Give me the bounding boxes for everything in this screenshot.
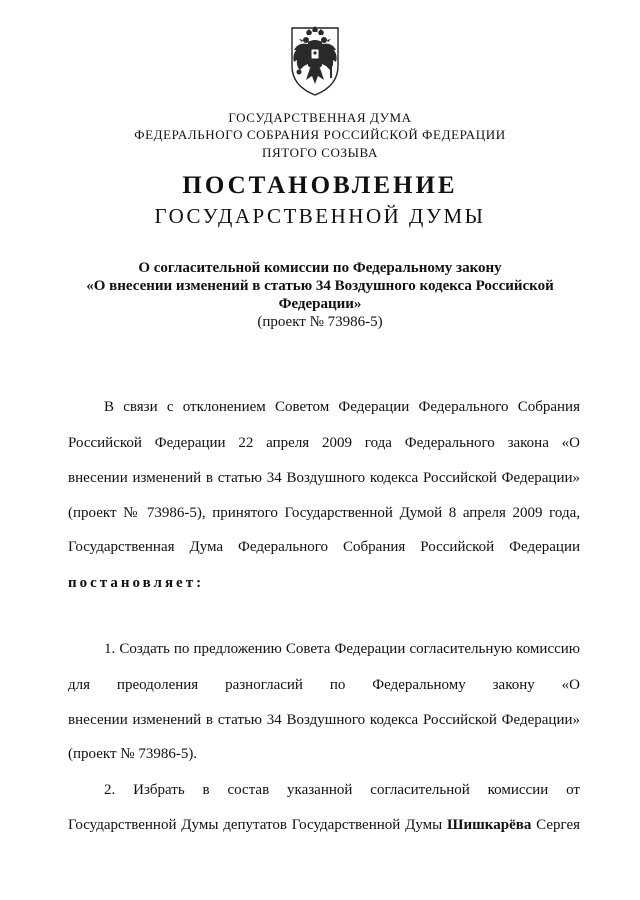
header-line-3: ПЯТОГО СОЗЫВА — [262, 145, 378, 160]
item-1-line-2: для преодоления разногласий по Федеральному закону «О — [68, 677, 580, 693]
item-2-line-2 — [68, 816, 580, 834]
item-2-text-post: Сергея — [531, 817, 581, 833]
document-title: ПОСТАНОВЛЕНИЕ — [182, 172, 458, 199]
paragraph-1-line-5: Государственная Дума Федерального Собрания Российской Федерации — [68, 539, 580, 555]
coat-of-arms-emblem — [282, 22, 348, 98]
subject-project-number: (проект № 73986-5) — [257, 314, 383, 330]
double-headed-eagle-icon — [282, 22, 348, 98]
item-2-text-pre: Государственной Думы депутатов Государственной Думы — [68, 817, 448, 833]
header-line-2: ФЕДЕРАЛЬНОГО СОБРАНИЯ РОССИЙСКОЙ ФЕДЕРАЦИИ — [134, 127, 506, 142]
deputy-surname: Шишкарёва — [447, 817, 532, 833]
paragraph-1-line-1: В связи с отклонением Советом Федерации Федерального Собрания — [104, 399, 580, 415]
paragraph-1-line-2: Российской Федерации 22 апреля 2009 года Федерального закона «О — [68, 435, 580, 451]
subject-line-3: Федерации» — [278, 296, 362, 312]
paragraph-1-line-4: (проект № 73986-5), принятого Государственной Думой 8 апреля 2009 года, — [68, 505, 580, 521]
resolves-keyword: постановляет: — [68, 575, 205, 591]
subject-line-1: О согласительной комиссии по Федеральному закону — [138, 260, 502, 276]
subject-line-2: «О внесении изменений в статью 34 Воздушного кодекса Российской — [86, 278, 554, 294]
header-line-1: ГОСУДАРСТВЕННАЯ ДУМА — [228, 110, 412, 125]
paragraph-1-line-3: внесении изменений в статью 34 Воздушного кодекса Российской Федерации» — [68, 470, 580, 486]
item-1-line-4: (проект № 73986-5). — [68, 746, 198, 762]
item-1-line-1: 1. Создать по предложению Совета Федерации согласительную комиссию — [104, 641, 580, 657]
item-2-line-1: 2. Избрать в состав указанной согласительной комиссии от — [104, 782, 580, 798]
item-1-line-3: внесении изменений в статью 34 Воздушного кодекса Российской Федерации» — [68, 712, 580, 728]
document-title-sub: ГОСУДАРСТВЕННОЙ ДУМЫ — [154, 204, 486, 228]
